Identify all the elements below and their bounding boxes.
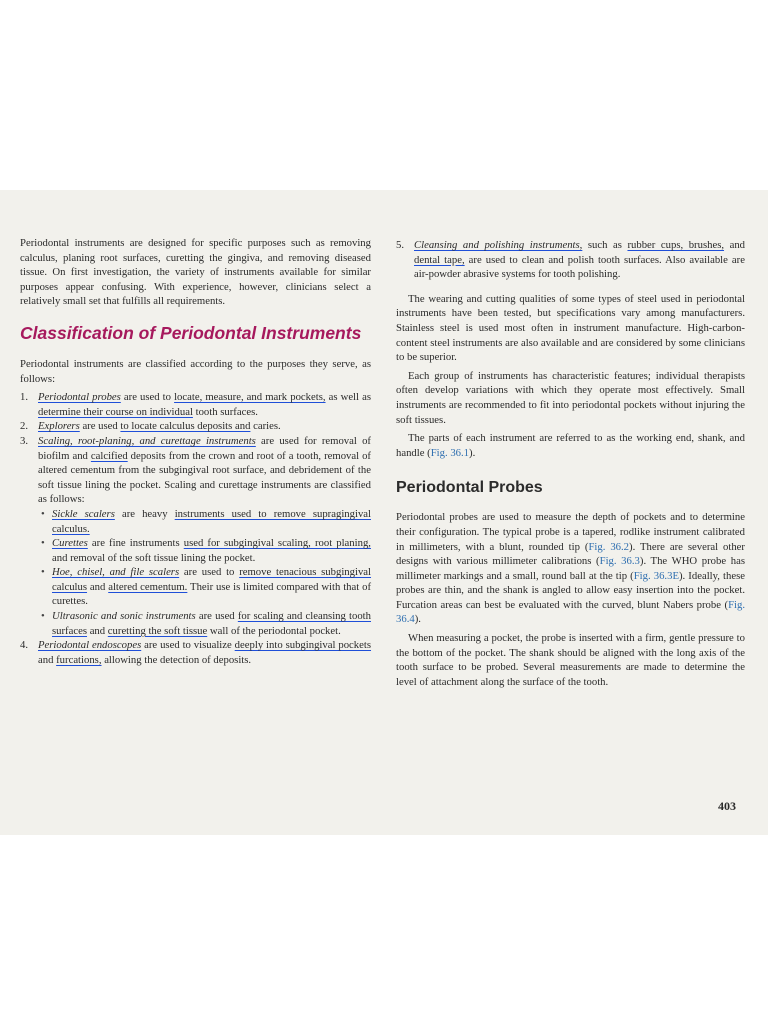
- item-text: tooth surfaces.: [192, 405, 258, 418]
- underlined-text: for scaling and cleansing tooth surfaces: [52, 610, 371, 637]
- underlined-text: altered cementum.: [108, 580, 188, 593]
- item-text: and: [87, 580, 109, 593]
- item-text: are used to visualize: [141, 639, 235, 652]
- paragraph-text: ).: [469, 446, 476, 459]
- list-item-cleansing-polishing: [396, 238, 745, 282]
- item-text: Their use is limited compared with that of curettes.: [52, 580, 372, 608]
- instrument-list-continued: [396, 238, 745, 282]
- probes-paragraph: [396, 510, 745, 627]
- item-text: are heavy: [114, 507, 175, 520]
- list-number: 5.: [396, 239, 405, 251]
- paragraph-text: Periodontal probes are used to measure the depth of pockets and to determine their configuration. The typical probe is a tapered, rodlike instrument calibrated in millimeters, with a blunt, rounded tip (: [396, 511, 745, 553]
- underlined-text: rubber cups, brushes,: [627, 239, 725, 251]
- sublist-item-hoe-chisel-file: [38, 565, 371, 609]
- term-hoe-chisel-file: Hoe, chisel, and file scalers: [52, 566, 180, 579]
- paragraph-text: The parts of each instrument are referred to as the working end, shank, and handle (: [396, 432, 745, 459]
- instrument-parts-paragraph: [396, 431, 745, 460]
- underlined-text: used for subgingival scaling, root planing,: [183, 537, 371, 550]
- paragraph-text: ).: [414, 613, 421, 626]
- item-text: are used to clean and polish tooth surfaces. Also available are air-powder abrasive systems for tooth polishing.: [414, 253, 745, 281]
- item-text: are fine instruments: [87, 537, 184, 550]
- figure-link-36-3[interactable]: Fig. 36.3: [599, 555, 640, 568]
- figure-link-36-2[interactable]: Fig. 36.2: [588, 540, 630, 553]
- term-sickle-scalers: Sickle scalers: [52, 507, 115, 520]
- underlined-text: dental tape,: [414, 253, 465, 266]
- underlined-text: locate, measure, and mark pockets,: [174, 391, 326, 404]
- item-text: and removal of the soft tissue lining the pocket.: [52, 551, 256, 564]
- list-number: 1.: [20, 391, 29, 404]
- section-heading-classification: Classification of Periodontal Instruments: [20, 322, 362, 343]
- list-item-probes: [20, 390, 371, 419]
- item-text: are used for removal of biofilm and: [38, 434, 371, 462]
- bullet-icon: •: [41, 610, 45, 623]
- term-cleansing-polishing: Cleansing and polishing instruments,: [414, 239, 583, 251]
- item-text: such as: [582, 239, 628, 251]
- instrument-list: [20, 390, 371, 667]
- steel-paragraph: The wearing and cutting qualities of some types of steel used in periodontal instruments have been tested, but specifications vary among manufacturers. Stainless steel is used most often in instrument manufacture. High-carbon-content steel instruments are also available and are considered by some clinicians to be superior.: [396, 292, 745, 364]
- paragraph-text: ). The WHO probe has millimeter markings and a small, round ball at the tip (: [396, 555, 745, 582]
- underlined-text: calcified: [90, 449, 128, 462]
- figure-link-36-4[interactable]: Fig. 36.4: [396, 598, 745, 626]
- term-curettes: Curettes: [52, 537, 88, 550]
- term-periodontal-endoscopes: Periodontal endoscopes: [38, 639, 142, 652]
- list-number: 4.: [20, 639, 29, 652]
- left-column: [20, 236, 371, 667]
- list-number: 3.: [20, 434, 29, 447]
- underlined-text: to locate calculus deposits and: [120, 420, 251, 433]
- underlined-text: remove tenacious subgingival calculus: [52, 566, 372, 593]
- underlined-text: curetting the soft tissue: [107, 624, 208, 637]
- term-explorers: Explorers: [38, 420, 80, 433]
- underlined-text: determine their course on individual: [38, 405, 193, 418]
- paragraph-text: ). Ideally, these probes are thin, and the shank is angled to allow easy insertion into the pocket. Furcation areas can best be evaluated with the curved, blunt Nabers probe (: [396, 569, 745, 611]
- underlined-text: instruments used to remove supragingival calculus.: [52, 507, 371, 535]
- classified-paragraph: Periodontal instruments are classified according to the purposes they serve, as follows:: [20, 357, 371, 385]
- term-periodontal-probes: Periodontal probes: [38, 391, 121, 404]
- item-text: are used to: [120, 391, 175, 404]
- list-item-explorers: [20, 419, 371, 434]
- intro-paragraph: Periodontal instruments are designed for specific purposes such as removing calculus, planing root surfaces, curetting the gingiva, and removing diseased tissue. On first investigation, the variety of instruments available for similar purposes appear confusing. With experience, however, clinicians select a relatively small set that fulfills all requirements.: [20, 237, 371, 308]
- instrument-groups-paragraph: Each group of instruments has characteristic features; individual therapists often develop variations with which they operate most effectively. Small instruments are recommended to fit into periodontal pockets without injuring the soft tissues.: [396, 369, 745, 426]
- page-number: 403: [718, 799, 736, 813]
- item-text: and: [724, 239, 746, 251]
- sublist-item-ultrasonic: [38, 609, 371, 638]
- term-scaling-instruments: Scaling, root-planing, and curettage instruments: [38, 434, 256, 447]
- term-ultrasonic-sonic: Ultrasonic and sonic instruments: [52, 610, 196, 623]
- section-heading-probes: Periodontal Probes: [396, 479, 543, 497]
- item-text: and: [38, 653, 57, 666]
- bullet-icon: •: [41, 537, 45, 550]
- item-text: as well as: [325, 391, 371, 404]
- item-text: are used to: [179, 566, 240, 579]
- measuring-paragraph: When measuring a pocket, the probe is inserted with a firm, gentle pressure to the bottom of the pocket. The shank should be aligned with the long axis of the tooth surface to be probed. Several measurements are made to determine the level of attachment along the surface of the tooth.: [396, 632, 745, 688]
- item-text: are used: [195, 610, 238, 623]
- figure-link-36-3e[interactable]: Fig. 36.3E: [633, 569, 679, 582]
- bullet-icon: •: [41, 566, 45, 579]
- bullet-icon: •: [41, 507, 45, 520]
- list-item-scaling: [20, 434, 371, 638]
- item-text: deposits from the crown and root of a tooth, removal of altered cementum from the subgingival root surface, and debridement of the soft tissue lining the pocket. Scaling and curettage instruments are classified as follows:: [38, 449, 371, 506]
- paragraph-text: ). There are several other designs with various millimeter calibrations (: [396, 540, 745, 568]
- underlined-text: furcations,: [56, 653, 102, 666]
- scaling-subtypes-list: [38, 507, 371, 638]
- list-number: 2.: [20, 420, 29, 433]
- item-text: and: [87, 624, 108, 637]
- figure-link-36-1[interactable]: Fig. 36.1: [430, 446, 470, 459]
- underlined-text: deeply into subgingival pockets: [234, 639, 372, 652]
- item-text: are used: [79, 420, 121, 433]
- sublist-item-curettes: [38, 536, 371, 565]
- right-column: [396, 236, 745, 693]
- item-text: wall of the periodontal pocket.: [207, 624, 341, 637]
- sublist-item-sickle: [38, 507, 371, 536]
- item-text: allowing the detection of deposits.: [101, 653, 252, 666]
- item-text: caries.: [250, 420, 281, 433]
- list-item-endoscopes: [20, 638, 371, 667]
